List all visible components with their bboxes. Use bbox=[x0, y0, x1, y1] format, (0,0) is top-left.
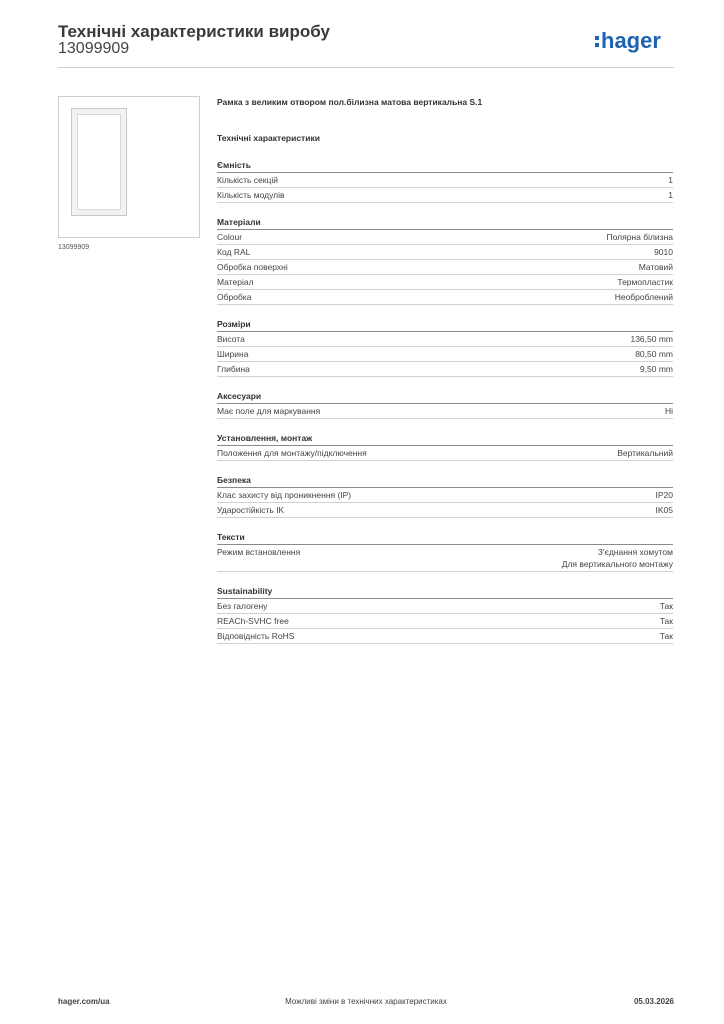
spec-group bbox=[217, 585, 673, 644]
spec-value-line: IP20 bbox=[655, 490, 673, 500]
spec-value-line: 1 bbox=[668, 175, 673, 185]
spec-row bbox=[217, 614, 673, 629]
spec-label: REACh-SVHC free bbox=[217, 616, 289, 626]
spec-value-line: 9010 bbox=[654, 247, 673, 257]
footer-date: 05.03.2026 bbox=[633, 997, 674, 1006]
section-title: Технічні характеристики bbox=[217, 133, 320, 143]
spec-label: Глибина bbox=[217, 364, 250, 374]
spec-label: Без галогену bbox=[217, 601, 268, 611]
spec-group bbox=[217, 318, 673, 377]
spec-row bbox=[217, 173, 673, 188]
spec-label: Ширина bbox=[217, 349, 249, 359]
spec-row bbox=[217, 545, 673, 572]
spec-label: Відповідність RoHS bbox=[217, 631, 295, 641]
footer-disclaimer: Можливі зміни в технічних характеристиках bbox=[285, 997, 447, 1006]
spec-row bbox=[217, 629, 673, 644]
spec-row bbox=[217, 275, 673, 290]
spec-group-title: Установлення, монтаж bbox=[217, 432, 673, 446]
page-header bbox=[58, 20, 674, 68]
spec-label: Обробка bbox=[217, 292, 252, 302]
spec-row bbox=[217, 188, 673, 203]
spec-value bbox=[615, 291, 673, 303]
spec-row bbox=[217, 245, 673, 260]
spec-row bbox=[217, 290, 673, 305]
spec-value-line: IK05 bbox=[655, 505, 673, 515]
spec-label: Кількість секцій bbox=[217, 175, 278, 185]
spec-value-line: 9,50 mm bbox=[639, 364, 673, 374]
frame-opening bbox=[77, 114, 121, 210]
spec-row bbox=[217, 488, 673, 503]
spec-label: Код RAL bbox=[217, 247, 251, 257]
spec-group bbox=[217, 159, 673, 203]
spec-value bbox=[562, 546, 673, 570]
image-caption: 13099909 bbox=[58, 244, 90, 251]
spec-group-title: Матеріали bbox=[217, 216, 673, 230]
spec-value-line: Так bbox=[659, 631, 673, 641]
spec-row bbox=[217, 230, 673, 245]
spec-row bbox=[217, 260, 673, 275]
spec-value-line: Так bbox=[659, 601, 673, 611]
spec-value-line: Необроблений bbox=[614, 292, 673, 302]
spec-value bbox=[617, 447, 673, 459]
spec-value-line: 80,50 mm bbox=[635, 349, 673, 359]
spec-value bbox=[654, 246, 673, 258]
spec-label: Висота bbox=[217, 334, 245, 344]
frame-illustration bbox=[71, 108, 127, 216]
spec-row bbox=[217, 446, 673, 461]
spec-row bbox=[217, 599, 673, 614]
spec-group-title: Безпека bbox=[217, 474, 673, 488]
spec-groups bbox=[217, 159, 673, 644]
spec-value-line: З'єднання хомутом bbox=[597, 547, 673, 557]
spec-group bbox=[217, 432, 673, 461]
spec-group bbox=[217, 216, 673, 305]
spec-value bbox=[660, 630, 673, 642]
spec-value-line: Полярна білизна bbox=[606, 232, 673, 242]
spec-value bbox=[656, 504, 674, 516]
spec-value bbox=[668, 189, 673, 201]
spec-group-title: Sustainability bbox=[217, 585, 673, 599]
spec-value bbox=[665, 405, 673, 417]
spec-row bbox=[217, 362, 673, 377]
spec-group bbox=[217, 531, 673, 572]
spec-label: Обробка поверхні bbox=[217, 262, 288, 272]
spec-group-title: Аксесуари bbox=[217, 390, 673, 404]
spec-group-title: Ємність bbox=[217, 159, 673, 173]
spec-value-line: Вертикальний bbox=[617, 448, 673, 458]
svg-text:hager: hager bbox=[601, 28, 661, 53]
spec-group bbox=[217, 474, 673, 518]
spec-group bbox=[217, 390, 673, 419]
product-name: Рамка з великим отвором пол.білизна матова вертикальна S.1 bbox=[217, 97, 483, 107]
spec-value bbox=[660, 615, 673, 627]
spec-value-line: 1 bbox=[668, 190, 673, 200]
spec-value bbox=[656, 489, 674, 501]
document-title: Технічні характеристики виробу bbox=[58, 22, 330, 41]
spec-value-line: Так bbox=[659, 616, 673, 626]
spec-label: Colour bbox=[217, 232, 243, 242]
footer-website: hager.com/ua bbox=[58, 997, 110, 1006]
spec-value-line: Для вертикального монтажу bbox=[561, 559, 673, 569]
spec-group-title: Тексти bbox=[217, 531, 673, 545]
header-divider bbox=[58, 67, 674, 68]
spec-content bbox=[217, 96, 673, 644]
spec-label: Режим встановлення bbox=[217, 547, 301, 557]
spec-value bbox=[668, 174, 673, 186]
spec-value bbox=[630, 333, 673, 345]
spec-value bbox=[617, 276, 673, 288]
spec-label: Ударостійкість IK bbox=[217, 505, 285, 515]
spec-row bbox=[217, 503, 673, 518]
product-code: 13099909 bbox=[58, 40, 130, 57]
spec-label: Матеріал bbox=[217, 277, 254, 287]
spec-label: Положення для монтажу/підключення bbox=[217, 448, 367, 458]
spec-label: Має поле для маркування bbox=[217, 406, 321, 416]
spec-value bbox=[640, 363, 673, 375]
spec-value-line: Матовий bbox=[638, 262, 673, 272]
spec-row bbox=[217, 404, 673, 419]
product-image bbox=[58, 96, 200, 238]
spec-value bbox=[660, 600, 673, 612]
spec-label: Кількість модулів bbox=[217, 190, 285, 200]
spec-row bbox=[217, 347, 673, 362]
spec-value bbox=[635, 348, 673, 360]
spec-value-line: Термопластик bbox=[617, 277, 673, 287]
spec-value bbox=[606, 231, 673, 243]
spec-value-line: 136,50 mm bbox=[630, 334, 673, 344]
spec-row bbox=[217, 332, 673, 347]
spec-value bbox=[639, 261, 673, 273]
spec-value-line: Ні bbox=[664, 406, 673, 416]
hager-logo bbox=[594, 26, 674, 56]
spec-group-title: Розміри bbox=[217, 318, 673, 332]
spec-label: Клас захисту від проникнення (IP) bbox=[217, 490, 352, 500]
